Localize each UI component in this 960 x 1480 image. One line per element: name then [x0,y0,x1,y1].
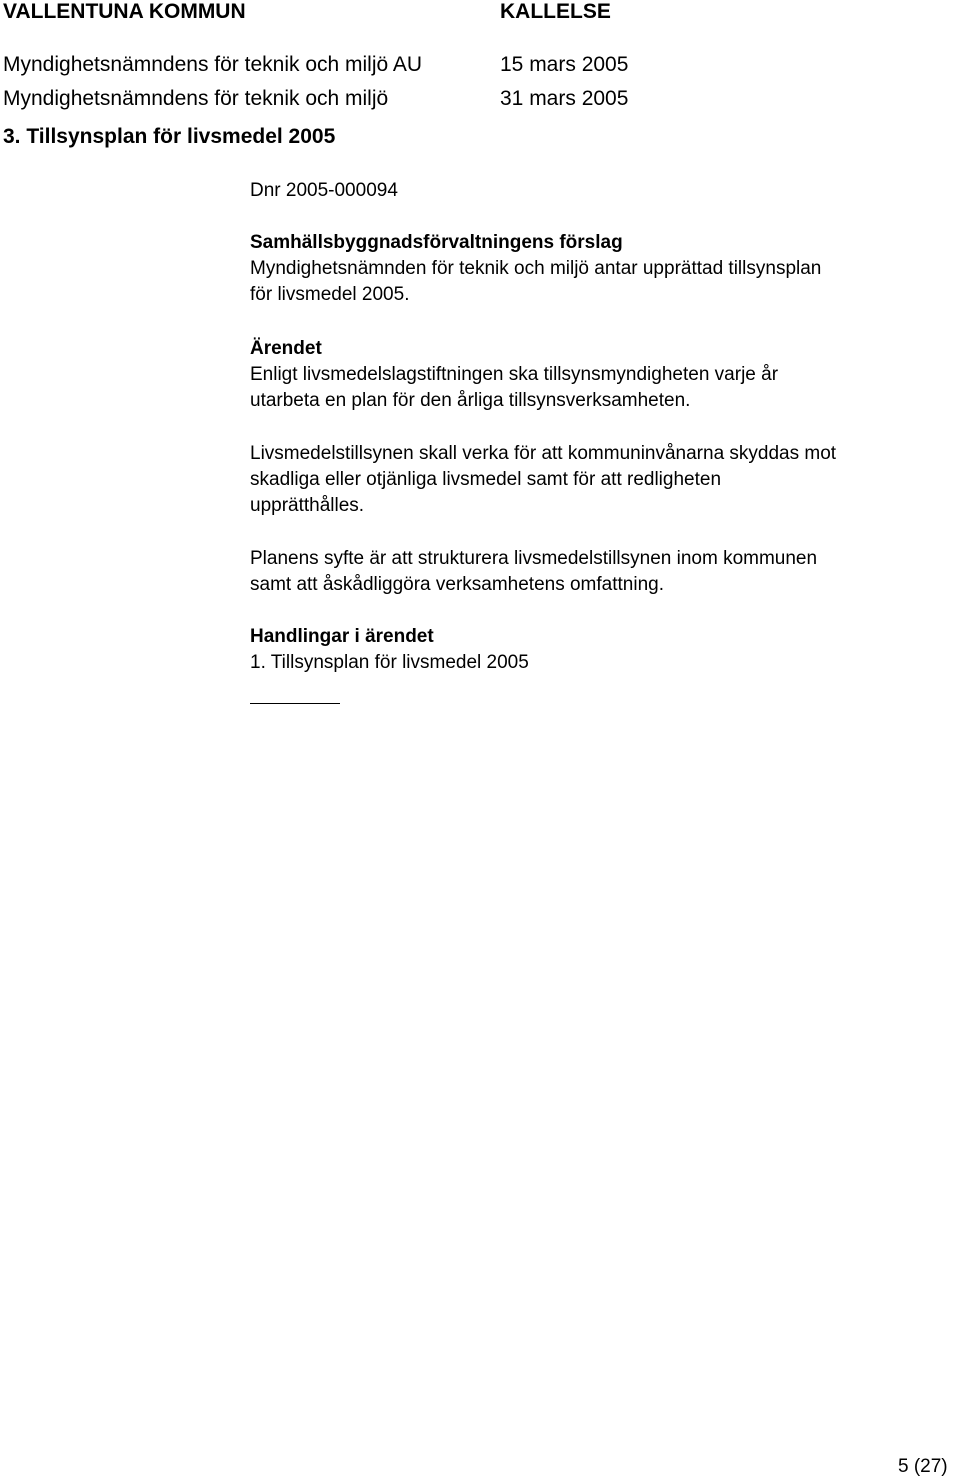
document-type: KALLELSE [500,0,611,23]
documents-heading: Handlingar i ärendet [250,626,434,647]
matter-line: Planens syfte är att strukturera livsmedelstillsynen inom kommunen [250,548,818,569]
matter-line: upprätthålles. [250,495,365,516]
matter-heading: Ärendet [250,338,322,359]
document-list-item: 1. Tillsynsplan för livsmedel 2005 [250,652,529,673]
documents-section [250,624,955,676]
section-end-rule [250,703,340,704]
organization-name: VALLENTUNA KOMMUN [3,0,246,23]
meeting-body-2: Myndighetsnämndens för teknik och miljö [3,87,389,110]
matter-line: skadliga eller otjänliga livsmedel samt för att redligheten [250,469,722,490]
meeting-date-1: 15 mars 2005 [500,53,629,76]
matter-section [250,336,955,414]
proposal-heading: Samhällsbyggnadsförvaltningens förslag [250,232,623,253]
meeting-body-1: Myndighetsnämndens för teknik och miljö AU [3,53,423,76]
proposal-line: Myndighetsnämnden för teknik och miljö antar upprättad tillsynsplan [250,258,822,279]
matter-line: Livsmedelstillsynen skall verka för att kommuninvånarna skyddas mot [250,443,837,464]
meeting-date-2: 31 mars 2005 [500,87,629,110]
item-title: 3. Tillsynsplan för livsmedel 2005 [3,125,336,148]
diary-number: Dnr 2005-000094 [250,180,398,201]
page-number: 5 (27) [898,1456,948,1477]
matter-line: utarbeta en plan för den årliga tillsynsverksamheten. [250,390,691,411]
matter-line: Enligt livsmedelslagstiftningen ska tillsynsmyndigheten varje år [250,364,779,385]
matter-paragraph-2 [250,441,955,519]
matter-line: samt att åskådliggöra verksamhetens omfattning. [250,574,664,595]
matter-paragraph-3 [250,546,955,598]
proposal-line: för livsmedel 2005. [250,284,410,305]
proposal-section [250,230,955,308]
